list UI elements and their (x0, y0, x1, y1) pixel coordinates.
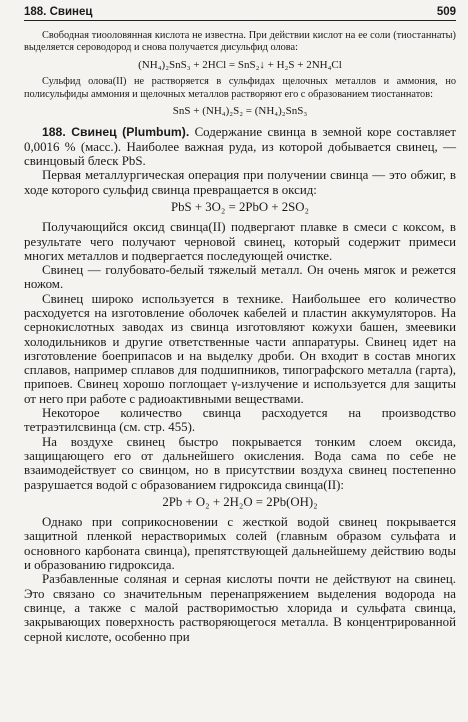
paragraph: Некоторое количество свинца расходуется на производство тетраэтилсвинца (см. стр. 455). (24, 406, 456, 435)
equation: (NH₄)₂SnS₃ + 2HCl = SnS₂↓ + H₂S + 2NH₄Cl (138, 58, 342, 71)
paragraph: Получающийся оксид свинца(II) подвергают плавке в смеси с коксом, в результате чего получают черновой свинец, который содержит примеси многих металлов и подвергается последующей очистке. (24, 220, 456, 263)
paragraph: Однако при соприкосновении с жесткой водой свинец покрывается защитной пленкой нерастворимых солей (главным образом сульфата и основного карбоната свинца), препятствующей дальнейшему действию воды и образованию гидроксида. (24, 515, 456, 573)
paragraph: Свободная тиооловянная кислота не известна. При действии кислот на ее соли (тиостаннаты) выделяется сероводород и снова получается дисульфид олова: (24, 30, 456, 54)
paragraph: Разбавленные соляная и серная кислоты почти не действуют на свинец. Это связано со значительным перенапряжением выделения водорода на свинце, а также с малой растворимостью хлорида и сульфата свинца, закрывающих поверхность растворяющегося металла. В концентрированной серной кислоте, особенно при (24, 572, 456, 644)
section-paragraph (24, 125, 456, 168)
paragraph: Сульфид олова(II) не растворяется в сульфидах щелочных металлов и аммония, но полисульфиды аммония и щелочных металлов растворяют его с образованием тиостаннатов: (24, 76, 456, 100)
equation: SnS + (NH₄)₂S₂ = (NH₄)₂SnS₃ (172, 105, 308, 118)
equation: PbS + 3O₂ = 2PbO + 2SO₂ (171, 199, 309, 214)
page-number: 509 (436, 6, 456, 18)
section-title: 188. Свинец (Plumbum). (42, 125, 190, 140)
page-body (24, 30, 456, 644)
equation: 2Pb + O₂ + 2H₂O = 2Pb(OH)₂ (162, 494, 318, 509)
page-header (24, 6, 456, 21)
running-title: 188. Свинец (24, 6, 93, 18)
paragraph: На воздухе свинец быстро покрывается тонким слоем оксида, защищающего его от дальнейшего окисления. Вода сама по себе не взаимодействует со свинцом, но в присутствии воздуха свинец постепенно разрушается водой с образованием гидроксида свинца(II): (24, 434, 456, 492)
paragraph: Первая металлургическая операция при получении свинца — это обжиг, в ходе которого сульфид свинца превращается в оксид: (24, 168, 456, 197)
section-text: Содержание свинца в земной коре составляет 0,0016 % (масс.). Наиболее важная руда, из которой добывается свинец, — свинцовый блеск PbS. (24, 125, 457, 169)
paragraph: Свинец широко используется в технике. Наибольшее его количество расходуется на изготовление оболочек кабелей и пластин аккумуляторов. На сернокислотных заводах из свинца изготовляют кожухи башен, змеевики холодильников и другие ответственные части аппаратуры. Свинец идет на изготовление боеприпасов и на выделку дроби. Он входит в состав многих сплавов, например сплавов для подшипников, типографского металла (гарта), припоев. Свинец хорошо поглощает γ-излучение и используется для защиты от него при работе с радиоактивными веществами. (24, 291, 456, 406)
paragraph: Свинец — голубовато-белый тяжелый металл. Он очень мягок и режется ножом. (24, 263, 456, 292)
